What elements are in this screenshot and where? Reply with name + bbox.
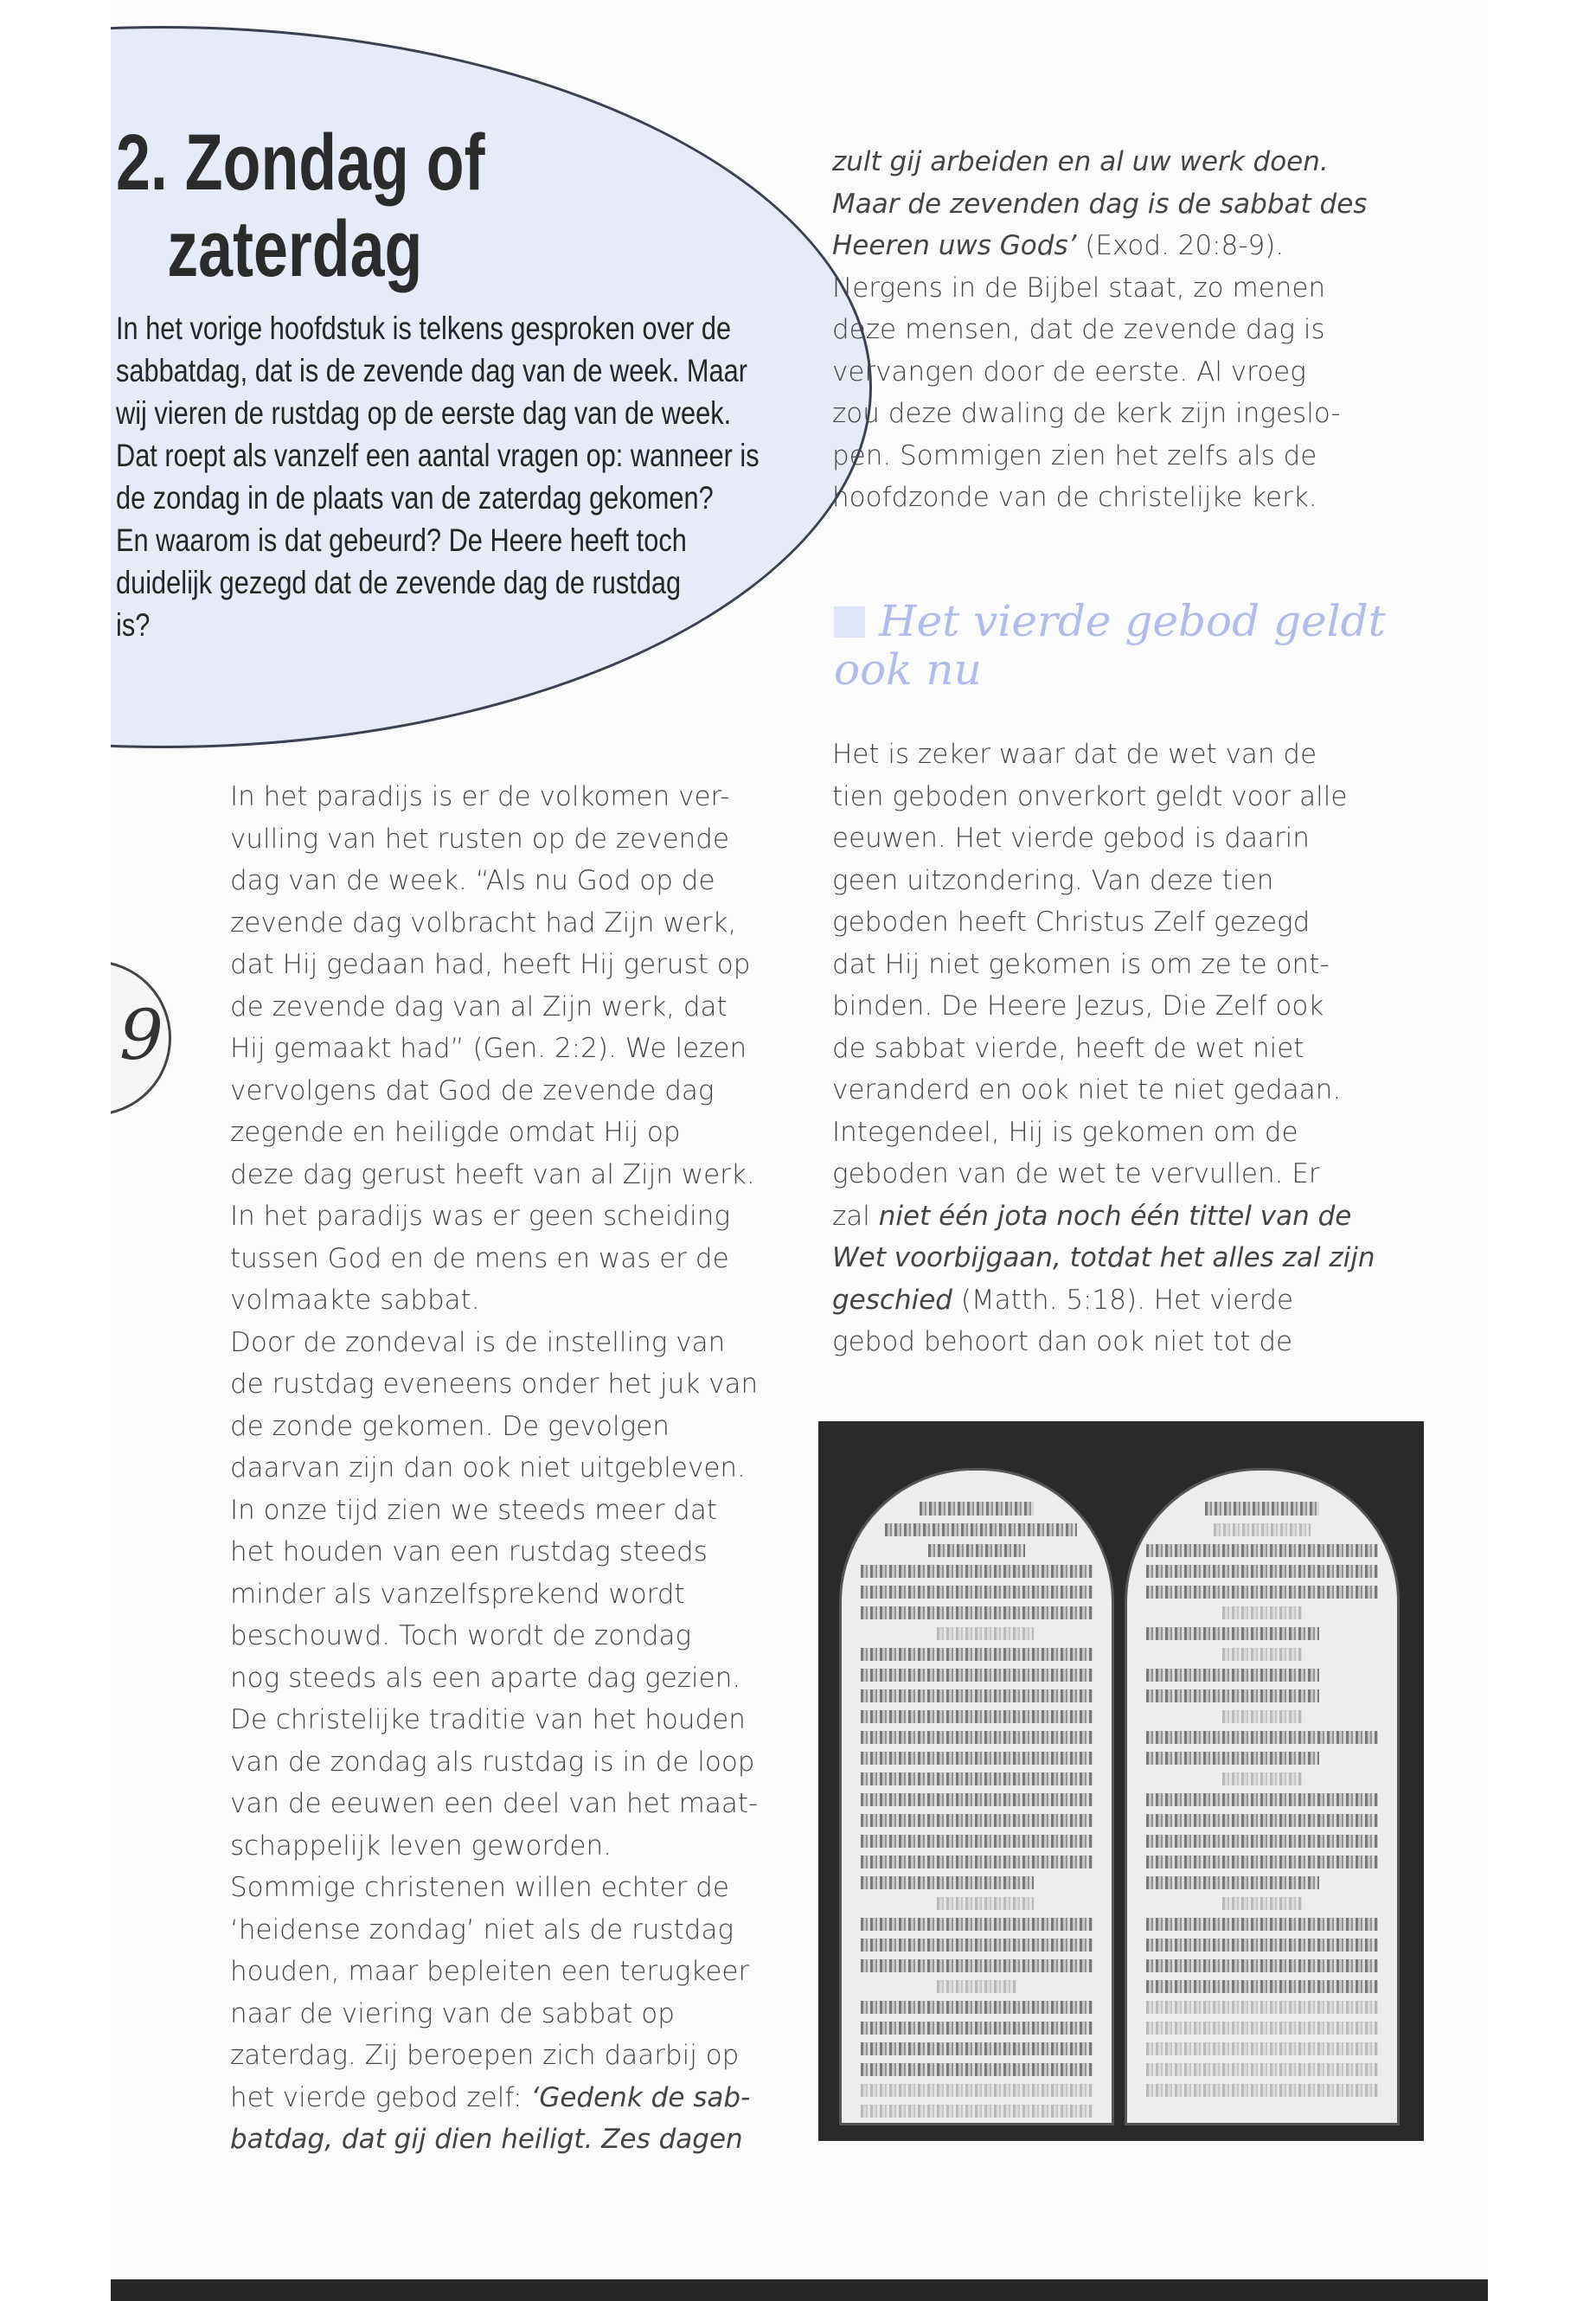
intro-line: duidelijk gezegd dat de zevende dag de rustdag	[116, 564, 682, 600]
tablet-left	[839, 1468, 1114, 2125]
heading-square-icon	[834, 606, 865, 638]
body-line	[832, 141, 1367, 183]
intro-line: En waarom is dat gebeurd? De Heere heeft toch	[116, 522, 687, 558]
intro-line: wij vieren de rustdag op de eerste dag van de week.	[116, 394, 732, 431]
left-column-text	[230, 776, 758, 2161]
body-line: Het is zeker waar dat de wet van de	[832, 739, 1317, 770]
section-heading-text: Het vierde gebod geldt	[879, 596, 1386, 646]
body-line: zevende dag volbracht had Zijn werk,	[230, 907, 737, 939]
body-line: het houden van een rustdag steeds	[230, 1536, 708, 1567]
section-heading-line-2: ook nu	[834, 644, 982, 695]
body-line: hoofdzonde van de christelijke kerk.	[832, 482, 1317, 513]
body-line: tussen God en de mens en was er de	[230, 1242, 729, 1274]
chapter-title	[116, 119, 485, 292]
section-heading-line-1	[834, 596, 1386, 646]
body-line	[832, 1279, 1375, 1322]
body-line	[230, 2077, 758, 2119]
body-line: volmaakte sabbat.	[230, 1285, 480, 1316]
quote-text: Wet voorbijgaan, totdat het alles zal zijn	[832, 1242, 1375, 1273]
intro-line: sabbatdag, dat is de zevende dag van de week. Maar	[116, 352, 747, 388]
body-line: geboden heeft Christus Zelf gezegd	[832, 907, 1311, 938]
body-line: zou deze dwaling de kerk zijn ingeslo-	[832, 398, 1341, 429]
chapter-title-line-2: zaterdag	[167, 205, 423, 293]
body-line: deze mensen, dat de zevende dag is	[832, 314, 1325, 345]
body-line: zaterdag. Zij beroepen zich daarbij op	[230, 2040, 740, 2071]
body-line: dat Hij gedaan had, heeft Hij gerust op	[230, 949, 751, 980]
body-line: dag van de week. “Als nu God op de	[230, 865, 715, 896]
body-line: ‘heidense zondag’ niet als de rustdag	[230, 1913, 734, 1945]
body-line: vulling van het rusten op de zevende	[230, 823, 730, 855]
body-line: vervangen door de eerste. Al vroeg	[832, 356, 1306, 388]
quote-text: ‘Gedenk de sab-	[530, 2081, 751, 2113]
right-column-top-text	[832, 141, 1367, 519]
body-line	[832, 183, 1367, 226]
body-line: de sabbat vierde, heeft de wet niet	[832, 1032, 1304, 1064]
body-line: eeuwen. Het vierde gebod is daarin	[832, 823, 1310, 854]
quote-text: batdag, dat gij dien heiligt. Zes dagen	[230, 2124, 743, 2155]
intro-line: In het vorige hoofdstuk is telkens gesproken over de	[116, 310, 732, 346]
body-line	[832, 1237, 1375, 1279]
body-line: geboden van de wet te vervullen. Er	[832, 1158, 1320, 1189]
body-line	[230, 2118, 758, 2161]
body-text: het vierde gebod zelf:	[230, 2081, 531, 2113]
body-line: houden, maar bepleiten een terugkeer	[230, 1956, 750, 1987]
intro-line: Dat roept als vanzelf een aantal vragen op: wanneer is	[116, 437, 760, 473]
body-line: zegende en heiligde omdat Hij op	[230, 1117, 681, 1148]
section-heading	[834, 597, 1386, 694]
margin-mark: 9	[119, 995, 163, 1075]
body-line: Nergens in de Bijbel staat, zo menen	[832, 272, 1326, 304]
body-line: deze dag gerust heeft van al Zijn werk.	[230, 1158, 755, 1190]
body-line: gebod behoort dan ook niet tot de	[832, 1326, 1293, 1357]
quote-text: geschied	[832, 1284, 952, 1316]
body-line: van de eeuwen een deel van het maat-	[230, 1788, 759, 1819]
body-line: naar de viering van de sabbat op	[230, 1997, 675, 2029]
body-line: pen. Sommigen zien het zelfs als de	[832, 439, 1317, 471]
body-line: nog steeds als een aparte dag gezien.	[230, 1662, 741, 1694]
body-line: binden. De Heere Jezus, Die Zelf ook	[832, 990, 1324, 1022]
body-line: In onze tijd zien we steeds meer dat	[230, 1494, 718, 1526]
intro-line: is?	[116, 606, 151, 643]
body-line: de rustdag eveneens onder het juk van	[230, 1368, 759, 1400]
ten-commandments-tablets-image	[818, 1421, 1424, 2141]
body-text: zal	[832, 1200, 879, 1232]
body-line: Hij gemaakt had” (Gen. 2:2). We lezen	[230, 1033, 747, 1064]
body-line: In het paradijs was er geen scheiding	[230, 1201, 731, 1232]
chapter-intro	[116, 307, 760, 646]
body-line: beschouwd. Toch wordt de zondag	[230, 1620, 692, 1651]
quote-text: niet één jota noch één tittel van de	[878, 1200, 1352, 1232]
quote-text: zult gij arbeiden en al uw werk doen.	[832, 146, 1329, 177]
scan-bottom-edge	[111, 2279, 1488, 2301]
body-line: geen uitzondering. Van deze tien	[832, 864, 1274, 896]
body-line: daarvan zijn dan ook niet uitgebleven.	[230, 1452, 746, 1484]
right-column-body-text	[832, 734, 1375, 1363]
body-line: Door de zondeval is de instelling van	[230, 1326, 726, 1358]
body-line	[832, 1195, 1375, 1238]
body-line: dat Hij niet gekomen is om ze te ont-	[832, 948, 1330, 980]
body-line: tien geboden onverkort geldt voor alle	[832, 780, 1348, 812]
body-line: minder als vanzelfsprekend wordt	[230, 1578, 685, 1610]
body-line: van de zondag als rustdag is in de loop	[230, 1746, 755, 1778]
body-line: Integendeel, Hij is gekomen om de	[832, 1116, 1298, 1148]
page	[111, 0, 1488, 2301]
citation-text: (Exod. 20:8-9).	[1076, 230, 1285, 261]
body-line: De christelijke traditie van het houden	[230, 1704, 746, 1735]
quote-text: Maar de zevenden dag is de sabbat des	[832, 188, 1368, 220]
body-line: de zevende dag van al Zijn werk, dat	[230, 990, 727, 1022]
body-line: veranderd en ook niet te niet gedaan.	[832, 1074, 1342, 1106]
intro-line: de zondag in de plaats van de zaterdag gekomen?	[116, 479, 714, 516]
quote-text: Heeren uws Gods’	[832, 230, 1077, 261]
citation-text: (Matth. 5:18). Het vierde	[952, 1284, 1294, 1316]
body-line: Sommige christenen willen echter de	[230, 1872, 729, 1903]
body-line: schappelijk leven geworden.	[230, 1830, 612, 1862]
body-line: vervolgens dat God de zevende dag	[230, 1074, 715, 1106]
chapter-title-line-1: 2. Zondag of	[116, 119, 485, 207]
body-line: de zonde gekomen. De gevolgen	[230, 1410, 670, 1442]
body-line	[832, 225, 1367, 267]
body-line: In het paradijs is er de volkomen ver-	[230, 781, 730, 812]
tablet-right	[1125, 1468, 1400, 2125]
